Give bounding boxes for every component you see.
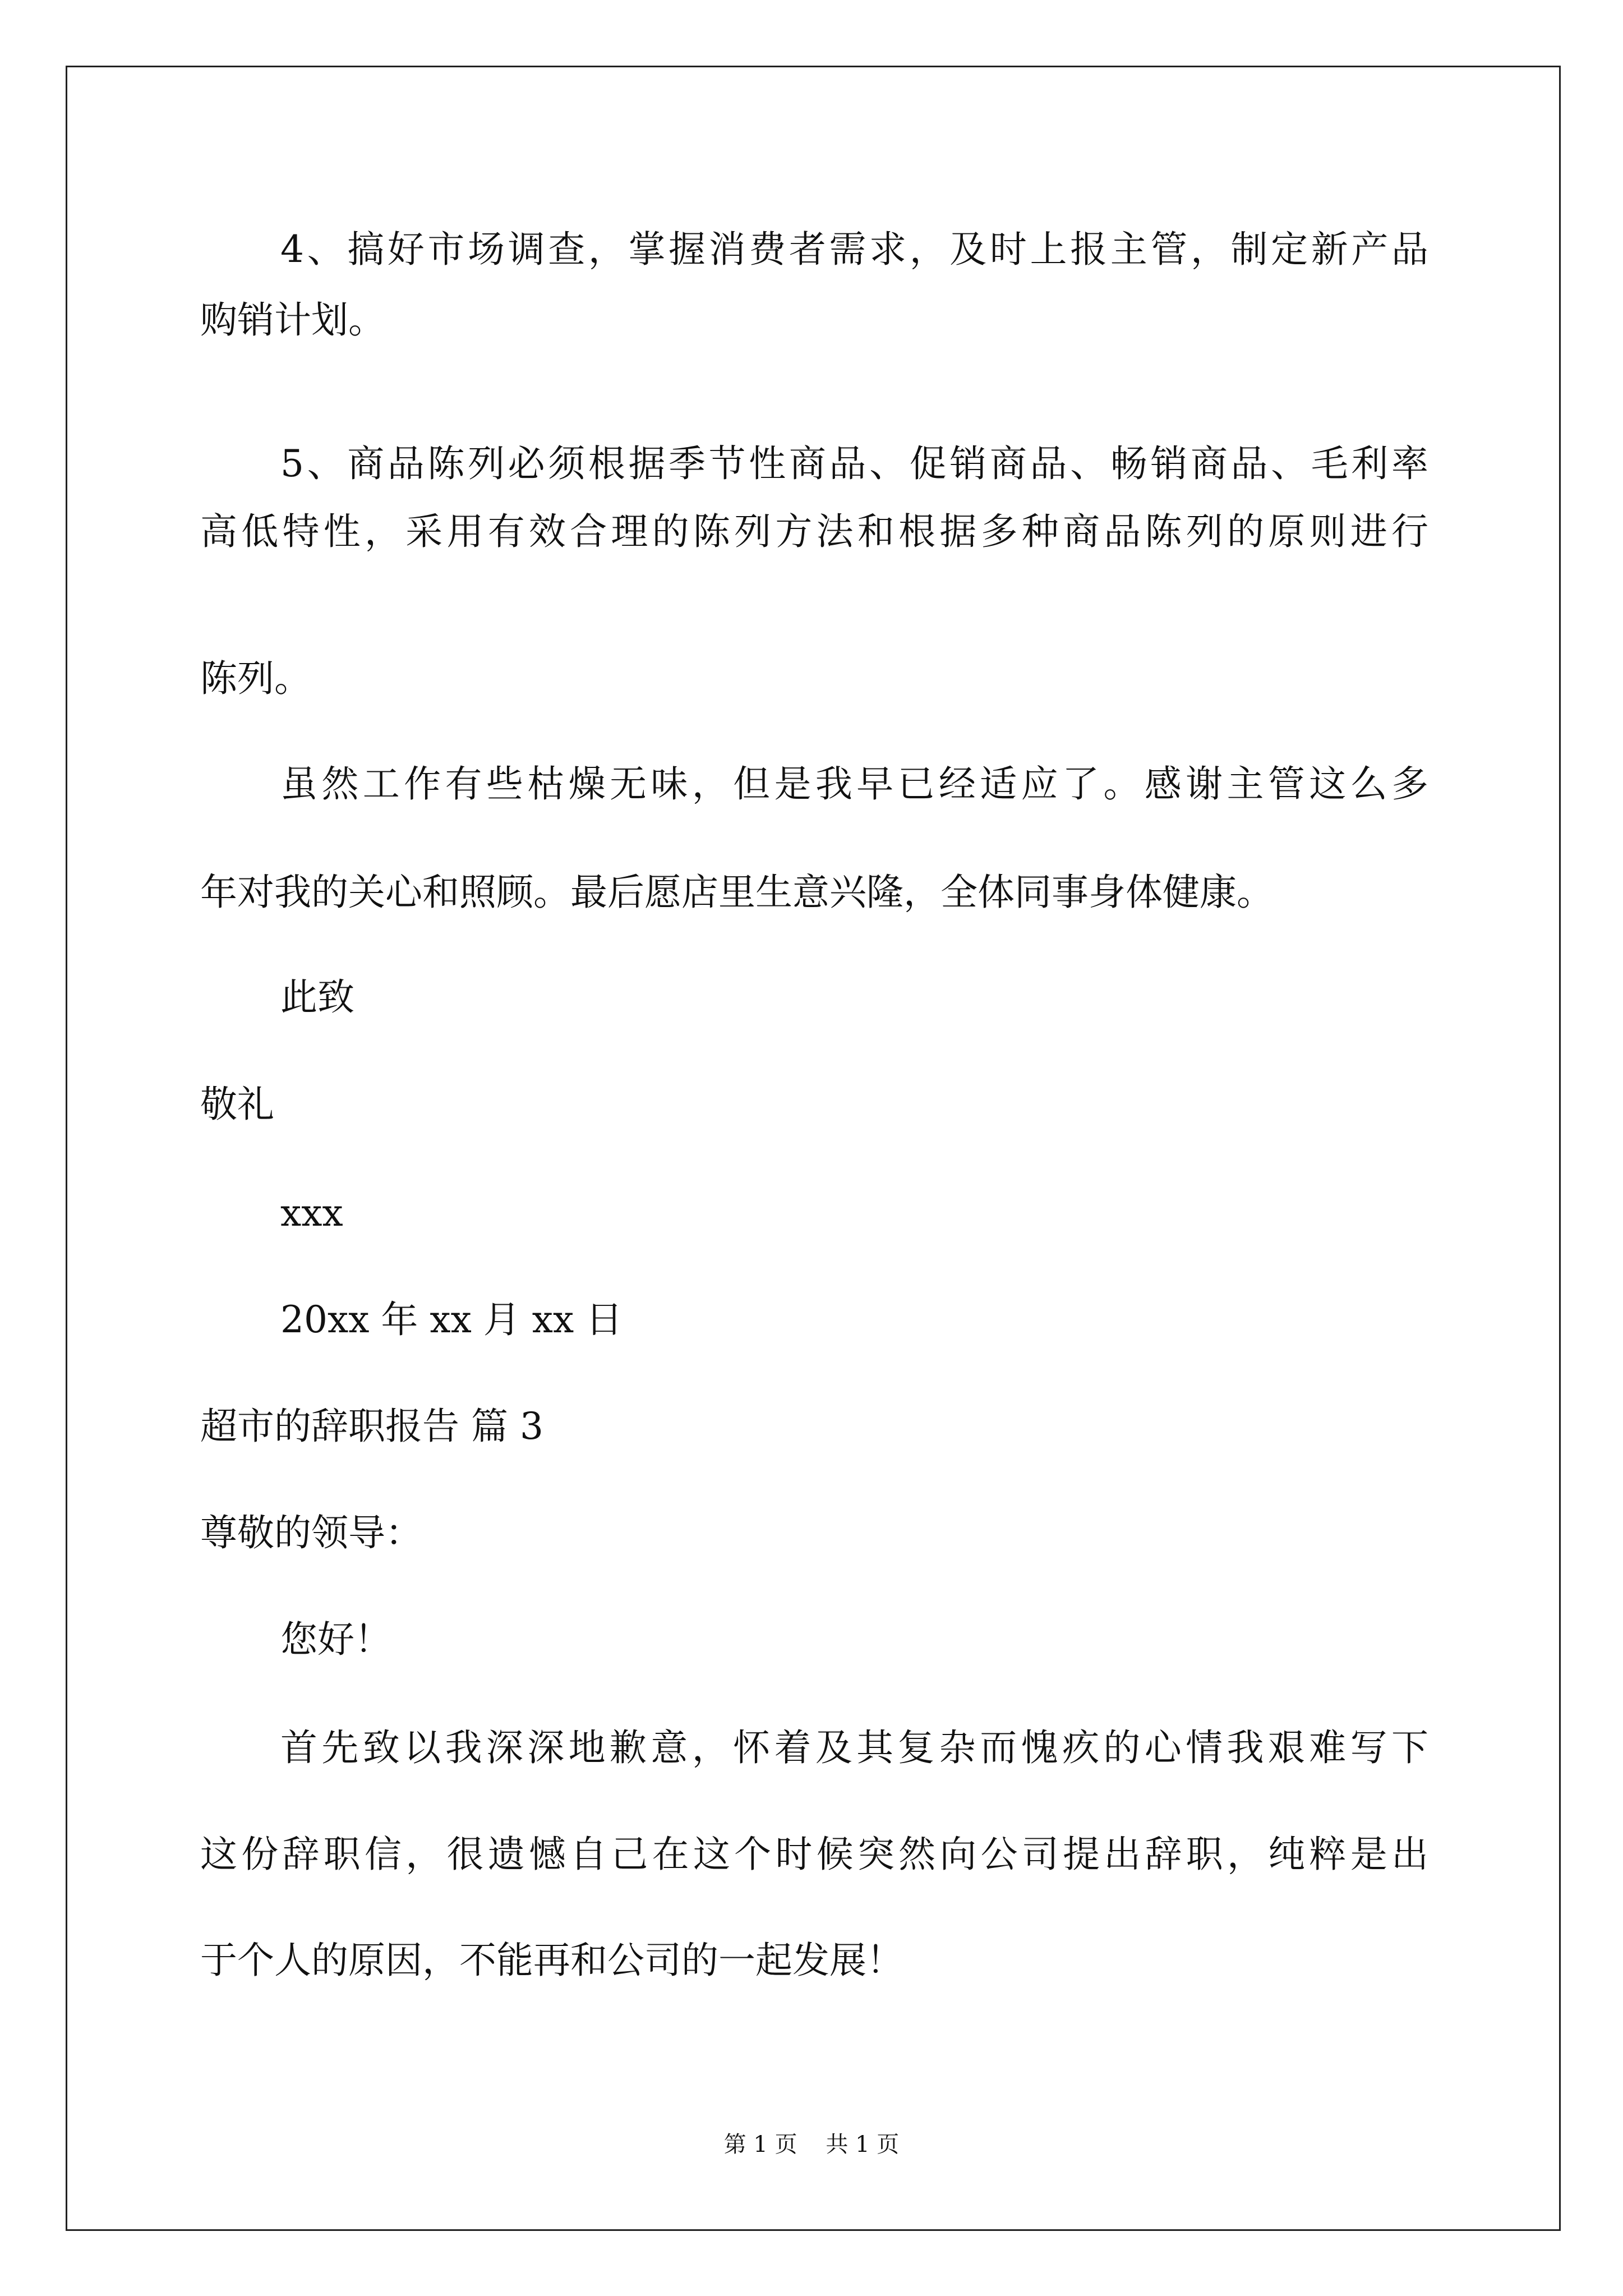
signature-date: 20xx 年 xx 月 xx 日 bbox=[280, 1298, 623, 1341]
closing-regards: 敬礼 bbox=[200, 1083, 274, 1126]
paragraph-line: 于个人的原因，不能再和公司的一起发展！ bbox=[200, 1939, 903, 1982]
greeting-line: 尊敬的领导： bbox=[200, 1511, 422, 1554]
section-title: 超市的辞职报告 篇 3 bbox=[200, 1405, 543, 1448]
signature-name: xxx bbox=[280, 1191, 343, 1235]
page-number-footer: 第 1 页 共 1 页 bbox=[723, 2132, 900, 2157]
closing-salutation: 此致 bbox=[280, 976, 354, 1019]
paragraph-line: 购销计划。 bbox=[200, 298, 385, 342]
paragraph-line: 高低特性，采用有效合理的陈列方法和根据多种商品陈列的原则进行 bbox=[200, 510, 1428, 553]
page-frame bbox=[66, 66, 1561, 2231]
paragraph-line: 年对我的关心和照顾。最后愿店里生意兴隆，全体同事身体健康。 bbox=[200, 871, 1274, 914]
greeting-hello: 您好！ bbox=[280, 1618, 391, 1661]
paragraph-line: 陈列。 bbox=[200, 657, 311, 700]
paragraph-line: 首先致以我深深地歉意，怀着及其复杂而愧疚的心情我艰难写下 bbox=[280, 1726, 1428, 1769]
paragraph-line: 5、商品陈列必须根据季节性商品、促销商品、畅销商品、毛利率 bbox=[280, 442, 1428, 485]
paragraph-line: 4、搞好市场调查，掌握消费者需求，及时上报主管，制定新产品 bbox=[280, 228, 1428, 271]
paragraph-line: 这份辞职信，很遗憾自己在这个时候突然向公司提出辞职，纯粹是出 bbox=[200, 1833, 1428, 1876]
paragraph-line: 虽然工作有些枯燥无味，但是我早已经适应了。感谢主管这么多 bbox=[280, 762, 1428, 806]
